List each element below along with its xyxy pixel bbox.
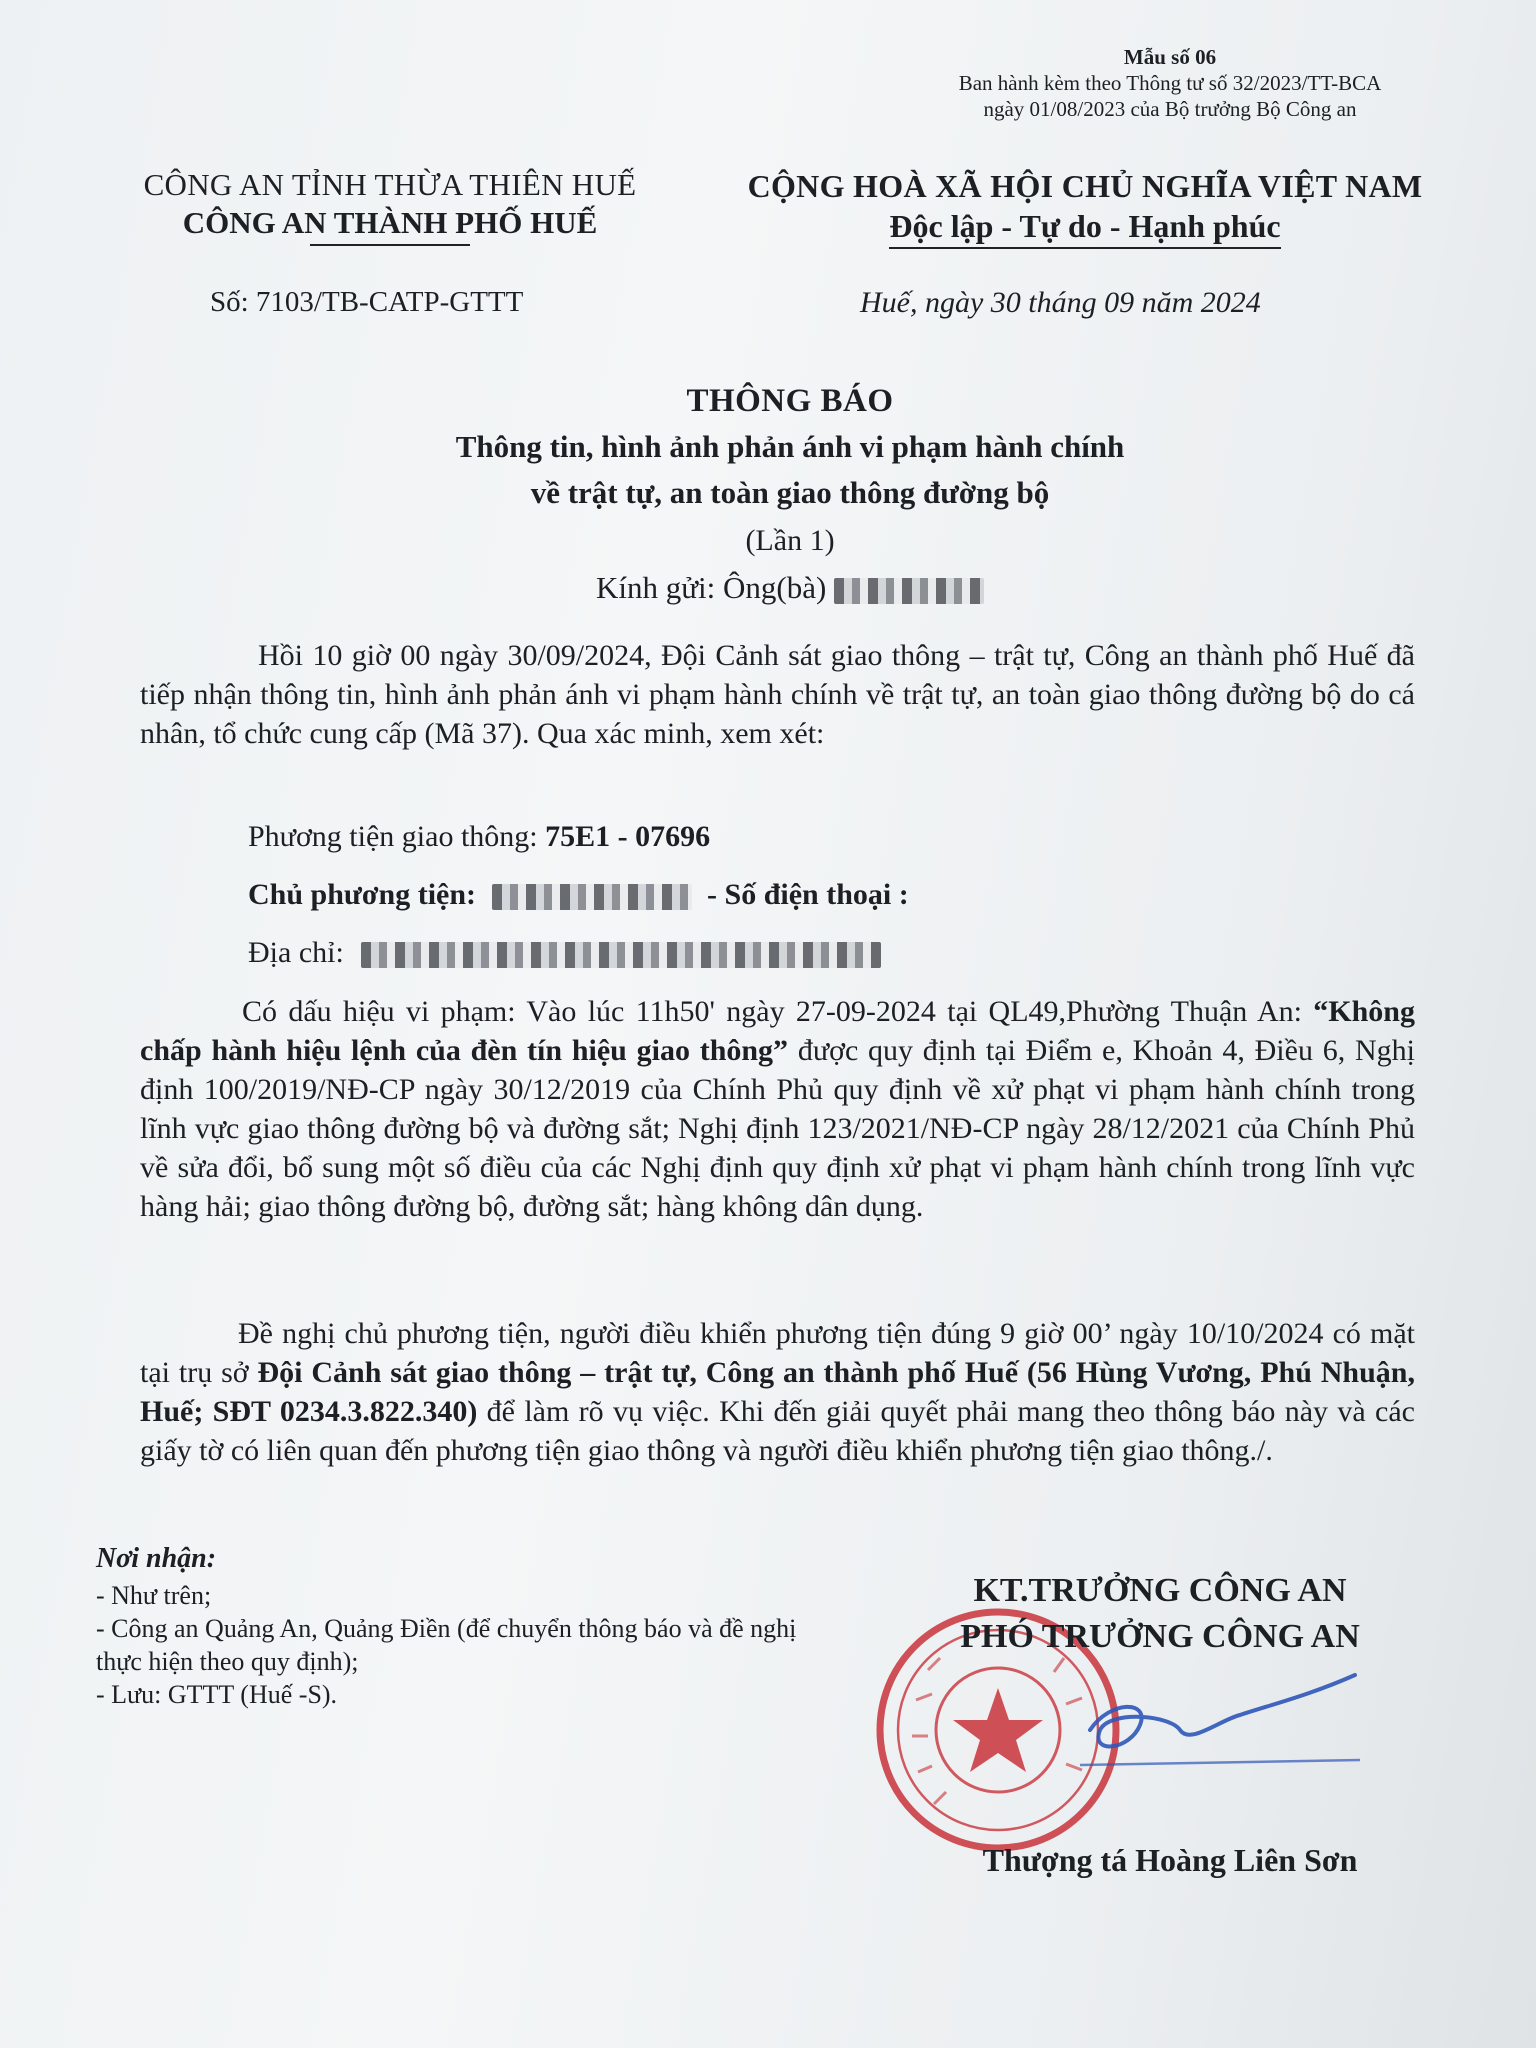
redacted-owner-name <box>492 884 692 910</box>
signer-name: Thượng tá Hoàng Liên Sơn <box>982 1842 1358 1878</box>
vehicle-field <box>248 820 710 854</box>
signer-title-line1: KT.TRƯỞNG CÔNG AN <box>973 1572 1347 1609</box>
signature-block <box>880 1568 1440 1660</box>
signer-title-line2: PHÓ TRƯỞNG CÔNG AN <box>960 1618 1360 1655</box>
national-header <box>720 166 1450 249</box>
form-reference <box>900 44 1440 122</box>
vehicle-plate: 75E1 - 07696 <box>545 820 711 853</box>
recipients-heading: Nơi nhận: <box>96 1543 217 1574</box>
recipients-block <box>96 1542 816 1711</box>
summons-office: Đội Cảnh sát giao thông – trật tự, Công an thành phố Huế (56 Hùng Vương, Phú Nhuận, Huế; SĐT 0234.3.822.340) <box>140 1356 1415 1428</box>
agency-underline <box>310 244 470 246</box>
agency-line2: CÔNG AN THÀNH PHỐ HUẾ <box>182 205 598 240</box>
redacted-address <box>361 942 881 968</box>
paragraph-summons <box>140 1314 1415 1470</box>
recipient-item: - Công an Quảng An, Quảng Điền (để chuyển thông báo và đề nghị thực hiện theo quy định); <box>96 1614 797 1676</box>
phone-label: - Số điện thoại : <box>707 878 909 911</box>
summons-intro: Đề nghị chủ phương tiện, người điều khiển phương tiện đúng 9 giờ 00’ ngày 10/10/2024 có mặt tại trụ sở <box>140 1317 1415 1389</box>
title-block <box>110 378 1470 610</box>
violation-legal-basis: được quy định tại Điểm e, Khoản 4, Điều 6, Nghị định 100/2019/NĐ-CP ngày 30/12/2019 của Chính Phủ quy định về xử phạt vi phạm hành chính trong lĩnh vực giao thông đường bộ và đường sắt; Nghị định 123/2021/NĐ-CP ngày 28/12/2021 của Chính Phủ về sửa đổi, bổ sung một số điều của các Nghị định quy định xử phạt vi phạm hành chính trong lĩnh vực hàng hải; giao thông đường bộ, đường sắt; hàng không dân dụng. <box>140 1034 1415 1223</box>
issuing-agency <box>100 166 680 246</box>
owner-label: Chủ phương tiện: <box>248 878 477 911</box>
document-date: Huế, ngày 30 tháng 09 năm 2024 <box>860 286 1261 319</box>
title-line2: về trật tự, an toàn giao thông đường bộ <box>530 475 1050 510</box>
title-line1: Thông tin, hình ảnh phản ánh vi phạm hành chính <box>455 429 1125 464</box>
salutation-line <box>110 566 1470 610</box>
form-ref-line2: ngày 01/08/2023 của Bộ trưởng Bộ Công an <box>983 97 1357 121</box>
vehicle-label: Phương tiện giao thông: <box>248 820 546 853</box>
violation-description: “Không chấp hành hiệu lệnh của đèn tín hiệu giao thông” <box>140 995 1415 1067</box>
redacted-recipient-name <box>834 578 984 604</box>
owner-field <box>248 878 909 912</box>
agency-line1: CÔNG AN TỈNH THỪA THIÊN HUẾ <box>143 167 637 202</box>
recipient-item: - Lưu: GTTT (Huế -S). <box>96 1680 338 1709</box>
summons-rest: để làm rõ vụ việc. Khi đến giải quyết phải mang theo thông báo này và các giấy tờ có liên quan đến phương tiện giao thông và người điều khiển phương tiện giao thông./. <box>140 1395 1416 1467</box>
paragraph-receipt: Hồi 10 giờ 00 ngày 30/09/2024, Đội Cảnh sát giao thông – trật tự, Công an thành phố Huế đã tiếp nhận thông tin, hình ảnh phản ánh vi phạm hành chính về trật tự, an toàn giao thông đường bộ do cá nhân, tổ chức cung cấp (Mã 37). Qua xác minh, xem xét: <box>140 639 1415 750</box>
republic-motto: Độc lập - Tự do - Hạnh phúc <box>889 206 1280 249</box>
republic-line1: CỘNG HOÀ XÃ HỘI CHỦ NGHĨA VIỆT NAM <box>747 168 1423 204</box>
recipient-item: - Như trên; <box>96 1581 212 1610</box>
form-ref-line1: Ban hành kèm theo Thông tư số 32/2023/TT-BCA <box>958 71 1382 95</box>
paragraph-violation <box>140 992 1415 1226</box>
form-number: Mẫu số 06 <box>1123 45 1217 69</box>
document-heading: THÔNG BÁO <box>686 383 894 419</box>
handwritten-signature-icon <box>1070 1660 1370 1780</box>
document-number: Số: 7103/TB-CATP-GTTT <box>210 286 524 318</box>
address-label: Địa chỉ: <box>248 936 344 969</box>
address-field <box>248 936 881 970</box>
salutation: Kính gửi: Ông(bà) <box>595 570 827 605</box>
violation-intro: Có dấu hiệu vi phạm: Vào lúc 11h50' ngày 27-09-2024 tại QL49,Phường Thuận An: <box>242 995 1314 1028</box>
notice-round: (Lần 1) <box>745 524 835 557</box>
